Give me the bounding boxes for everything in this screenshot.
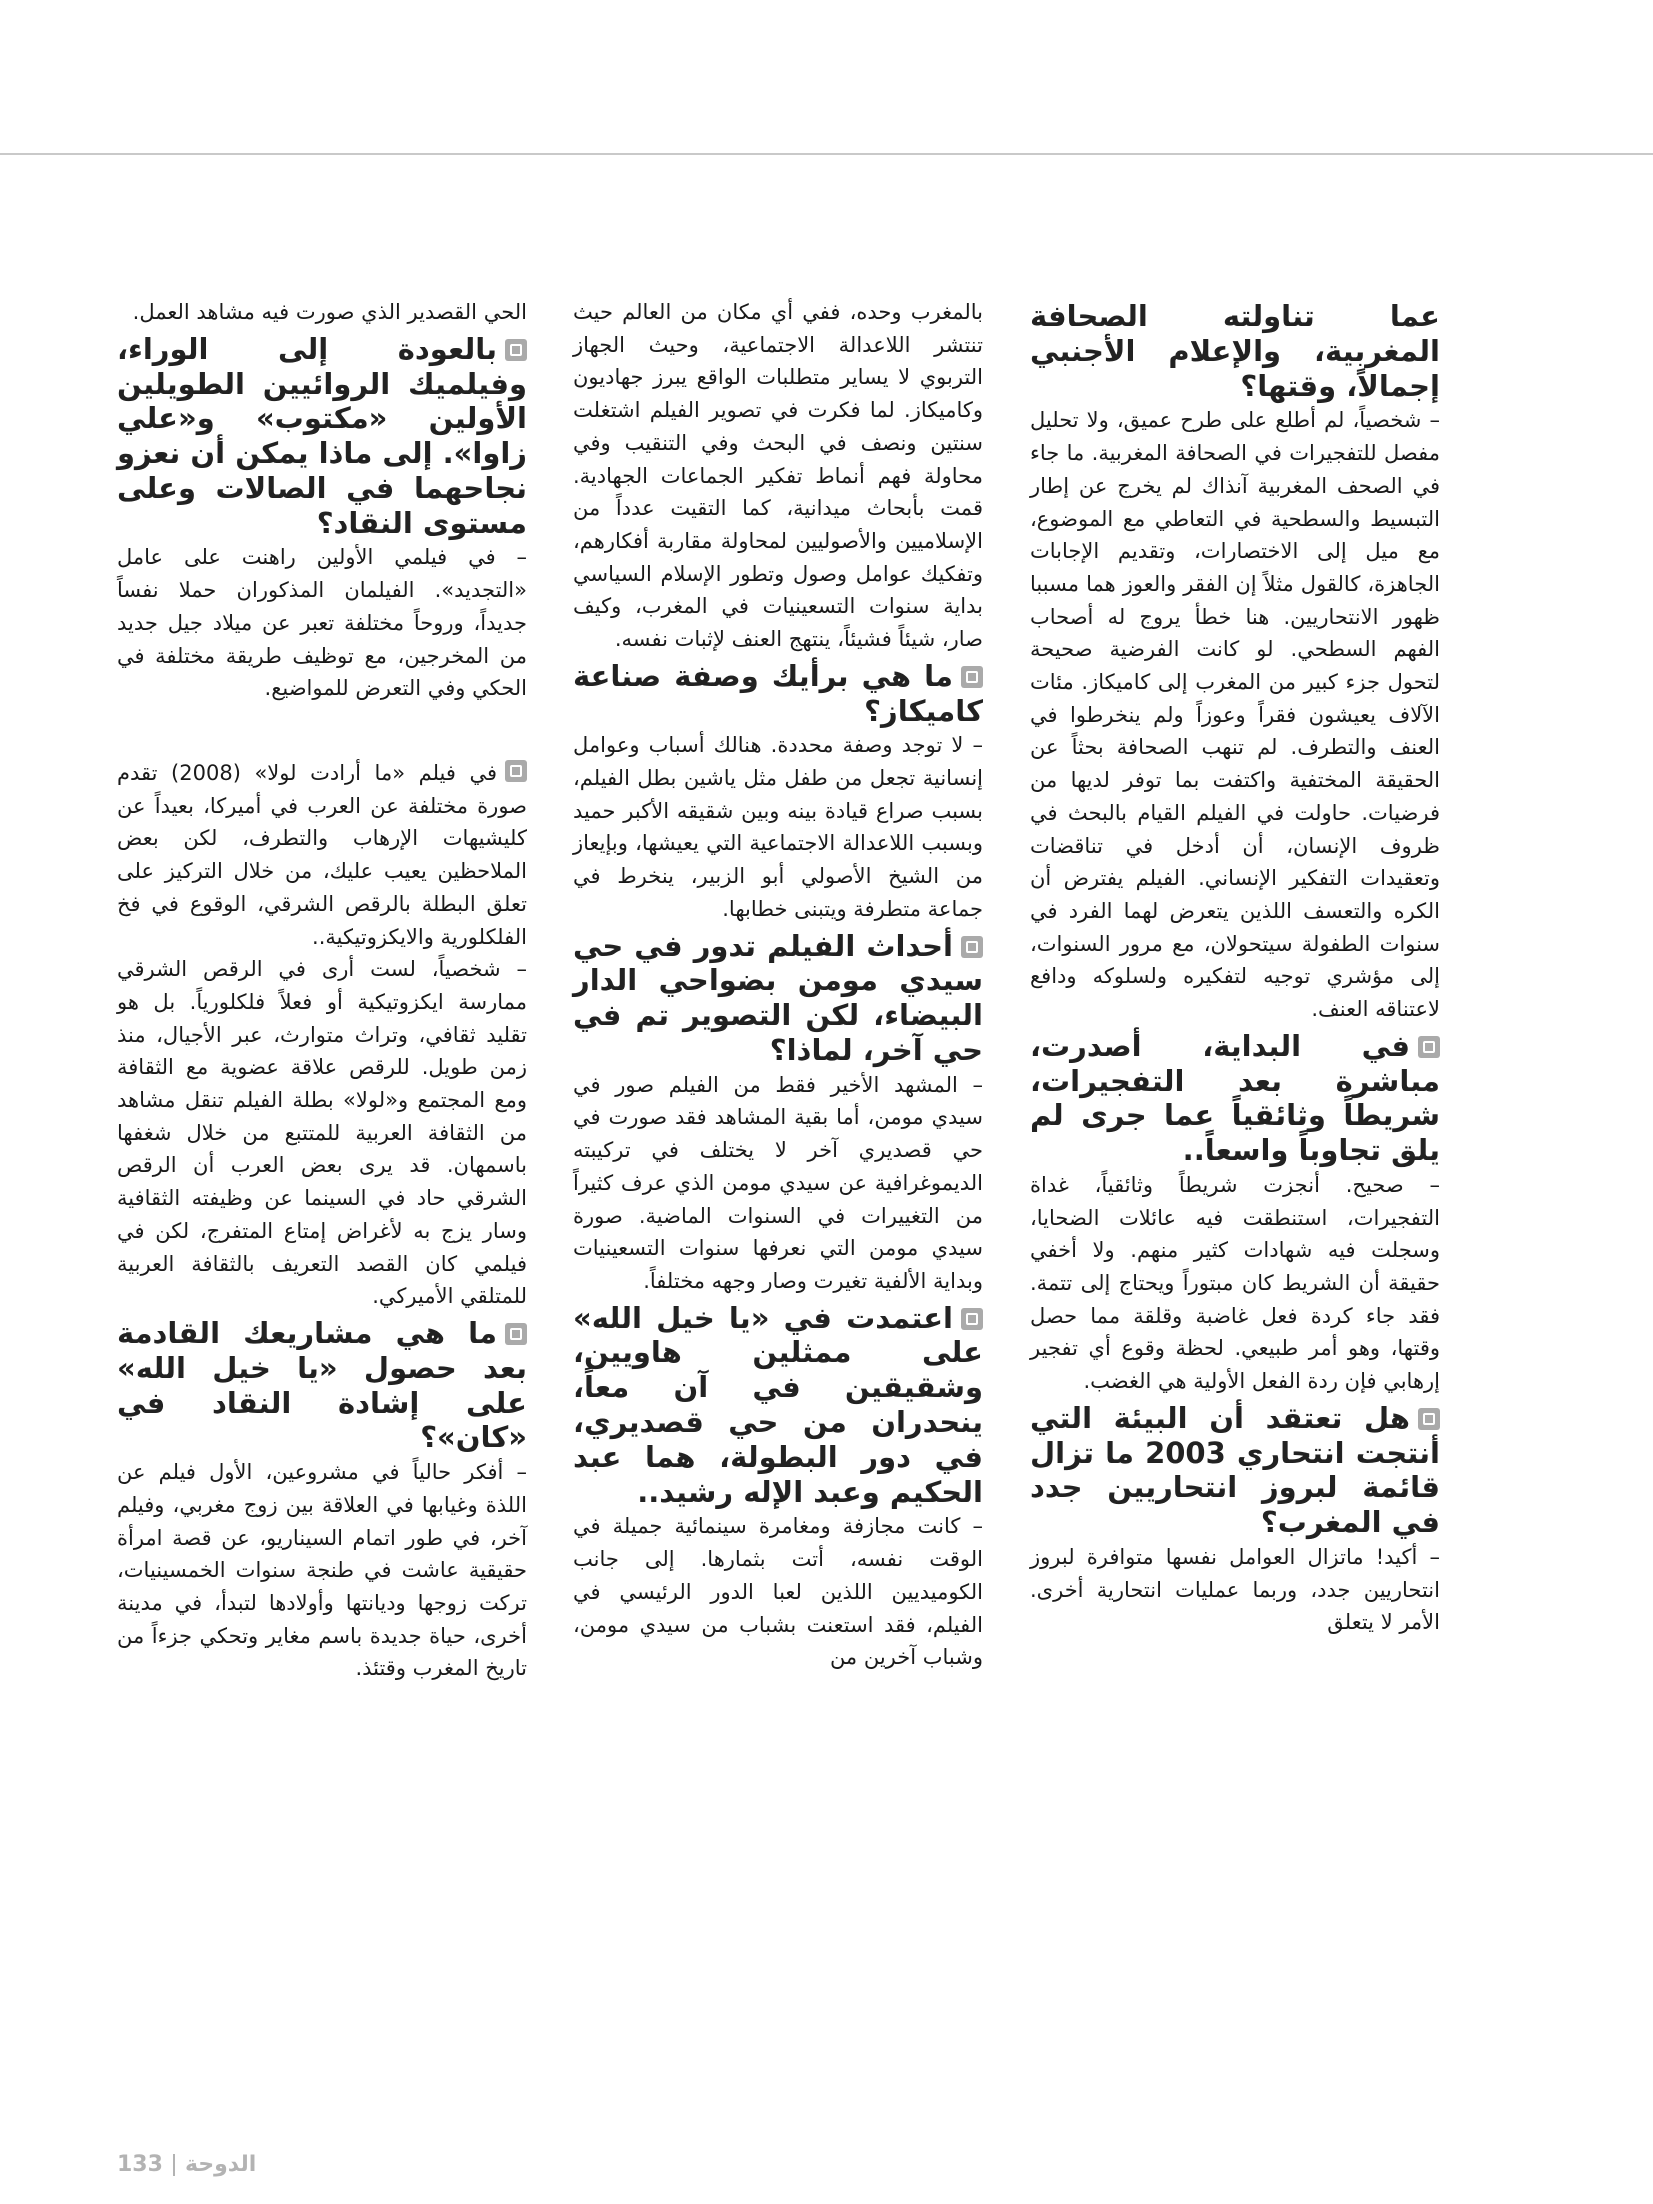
answer-paragraph: – في فيلمي الأولين راهنت على عامل «التجديد». الفيلمان المذكوران حملا نفساً جديداً، وروحاً مختلفة تعبر عن ميلاد جيل جديد من المخرجين، مع توظيف طريقة مختلفة في الحكي وفي التعرض للمواضيع.: [117, 545, 527, 701]
answer-paragraph: – صحيح. أنجزت شريطاً وثائقياً، غداة التفجيرات، استنطقت فيه عائلات الضحايا، وسجلت فيه شهادات كثير منهم. ولا أخفي حقيقة أن الشريط كان مبتوراً ويحتاج إلى تتمة. فقد جاء كردة فعل غاضبة وقلقة مما حصل وقتها، وهو أمر طبيعي. لحظة وقوع أي تفجير إرهابي فإن ردة الفعل الأولية هي الغضب.: [1030, 1172, 1440, 1394]
page-footer: [117, 2152, 256, 2177]
footer-divider: [173, 2154, 175, 2176]
answer-paragraph: الحي القصدير الذي صورت فيه مشاهد العمل.: [132, 300, 527, 324]
answer-paragraph: بالمغرب وحده، ففي أي مكان من العالم حيث تنتشر اللاعدالة الاجتماعية، وحيث الجهاز التربوي لا يساير متطلبات الواقع يبرز جهاديون وكاميكاز. لما فكرت في تصوير الفيلم اشتغلت سنتين ونصف في البحث وفي التنقيب وفي محاولة فهم أنماط تفكير الجماعات الجهادية. قمت بأبحاث ميدانية، كما التقيت عدداً من الإسلاميين والأصوليين لمحاولة مقاربة أفكارهم، وتفكيك عوامل وصول وتطور الإسلام السياسي بداية سنوات التسعينيات في المغرب، وكيف صار، شيئاً فشيئاً، ينتهج العنف لإثبات نفسه.: [573, 300, 983, 652]
question-heading: بالعودة إلى الوراء، وفيلميك الروائيين الطويلين الأولين «مكتوب» و«علي زاوا». إلى ماذا يمكن أن نعزو نجاحهما في الصالات وعلى مستوى النقاد؟: [117, 331, 527, 540]
question-heading: هل تعتقد أن البيئة التي أنتجت انتحاري 2003 ما تزال قائمة لبروز انتحاريين جدد في المغرب؟: [1030, 1400, 1440, 1540]
article-column-middle: [573, 296, 983, 1674]
article-column-left: [117, 296, 527, 1685]
question-heading: أحداث الفيلم تدور في حي سيدي مومن بضواحي الدار البيضاء، لكن التصوير تم في حي آخر، لماذا؟: [573, 928, 983, 1067]
answer-paragraph: – لا توجد وصفة محددة. هنالك أسباب وعوامل إنسانية تجعل من طفل مثل ياشين بطل الفيلم، بسبب صراع قيادة بينه وبين شقيقه الأكبر حميد وبسبب اللاعدالة الاجتماعية التي يعيشها، وبإيعاز من الشيخ الأصولي أبو الزبير، ينخرط في جماعة متطرفة ويتبنى خطابها.: [573, 733, 983, 921]
question-heading: في البداية، أصدرت، مباشرة بعد التفجيرات، شريطاً وثائقياً عما جرى لم يلق تجاوباً واسعاً..: [1030, 1028, 1440, 1168]
page-number: 133: [117, 2152, 163, 2177]
section-marker-icon: [505, 760, 527, 782]
question-heading: ما هي مشاريعك القادمة بعد حصول «يا خيل الله» على إشادة النقاد في «كان»؟: [117, 1315, 527, 1455]
answer-paragraph: – شخصياً، لست أرى في الرقص الشرقي ممارسة ايكزوتيكية أو فعلاً فلكلورياً. بل هو تقليد ثقافي، وتراث متوارث، عبر الأجيال، منذ زمن طويل. للرقص علاقة عضوية مع الثقافة ومع المجتمع و«لولا» بطلة الفيلم تنقل مشاهد من الثقافة العربية للمتتبع من خلال شغفها باسمهان. قد يرى بعض العرب أن الرقص الشرقي حاد في السينما عن وظيفته الثقافية وسار يزج به لأغراض إمتاع المتفرج، لكن في فيلمي كان القصد التعريف بالثقافة العربية للمتلقي الأميركي.: [117, 957, 527, 1309]
section-marker-icon: [1418, 1036, 1440, 1058]
section-marker-icon: [1418, 1408, 1440, 1430]
section-marker-icon: [505, 1323, 527, 1345]
answer-paragraph: – المشهد الأخير فقط من الفيلم صور في سيدي مومن، أما بقية المشاهد فقد صورت في حي قصديري آخر لا يختلف في تركيبته الديموغرافية عن سيدي مومن الذي عرف كثيراً من التغييرات في السنوات الماضية. صورة سيدي مومن التي نعرفها سنوات التسعينيات وبداية الألفية تغيرت وصار وجهه مختلفاً.: [573, 1072, 983, 1293]
section-marker-icon: [961, 666, 983, 688]
section-marker-icon: [505, 339, 527, 361]
question-paragraph: في فيلم «ما أرادت لولا» (2008) تقدم صورة مختلفة عن العرب في أميركا، بعيداً عن كليشيهات الإرهاب والتطرف، لكن بعض الملاحظين يعيب عليك، من خلال التركيز على تعلق البطلة بالرقص الشرقي، الوقوع في فخ الفلكلورية والايكزوتيكية..: [117, 761, 527, 949]
answer-paragraph: – كانت مجازفة ومغامرة سينمائية جميلة في الوقت نفسه، أتت بثمارها. إلى جانب الكوميديين اللذين لعبا الدور الرئيسي في الفيلم، فقد استعنت بشباب من سيدي مومن، وشباب آخرين من: [573, 1514, 983, 1670]
answer-paragraph: – أفكر حالياً في مشروعين، الأول فيلم عن اللذة وغيابها في العلاقة بين زوج مغربي، وفيلم آخر، في طور اتمام السيناريو، عن قصة امرأة حقيقية عاشت في طنجة سنوات الخمسينيات، تركت زوجها وديانتها وأولادها لتبدأ، في مدينة أخرى، حياة جديدة باسم مغاير وتحكي جزءاً من تاريخ المغرب وقتئذ.: [117, 1460, 527, 1681]
section-marker-icon: [961, 936, 983, 958]
answer-paragraph: – أكيد! ماتزال العوامل نفسها متوافرة لبروز انتحاريين جدد، وربما عمليات انتحارية أخرى. الأمر لا يتعلق: [1030, 1545, 1440, 1635]
top-rule: [0, 153, 1653, 155]
article-column-right: [1030, 296, 1440, 1639]
section-marker-icon: [961, 1308, 983, 1330]
question-heading: ما هي برأيك وصفة صناعة كاميكاز؟: [573, 658, 983, 728]
question-heading: اعتمدت في «يا خيل الله» على ممثلين هاويين، وشقيقين في آن معاً، ينحدران من حي قصديري، في دور البطولة، هما عبد الحكيم وعبد الإله رشيد..: [573, 1300, 983, 1509]
answer-paragraph: – شخصياً، لم أطلع على طرح عميق، ولا تحليل مفصل للتفجيرات في الصحافة المغربية. ما جاء في الصحف المغربية آنذاك لم يخرج عن إطار التبسيط والسطحية في التعاطي مع الموضوع، مع ميل إلى الاختصارات، وتقديم الإجابات الجاهزة، كالقول مثلاً إن الفقر والعوز هما مسببا ظهور الانتحاريين. هنا خطأ يروج له أصحاب الفهم السطحي. لو كانت الفرضية صحيحة لتحول جزء كبير من المغرب إلى كاميكاز. مئات الآلاف يعيشون فقراً وعوزاً ولم ينخرطوا في العنف والتطرف. لم تنهب الصحافة بحثاً عن الحقيقة المختفية واكتفت بما توفر لديها من فرضيات. حاولت في الفيلم القيام بالبحث في ظروف الإنسان، أن أدخل في تناقضات وتعقيدات التفكير الإنساني. الفيلم يفترض أن الكره والتعسف اللذين يتعرض لهما الفرد في سنوات الطفولة سيتحولان، مع مرور السنوات، إلى مؤشري توجيه لتفكيره ولسلوكه ودافع لاعتناقه العنف.: [1030, 408, 1440, 1022]
magazine-name: الدوحة: [184, 2152, 257, 2177]
question-heading: عما تناولته الصحافة المغربية، والإعلام الأجنبي إجمالاً، وقتها؟: [1030, 299, 1440, 403]
